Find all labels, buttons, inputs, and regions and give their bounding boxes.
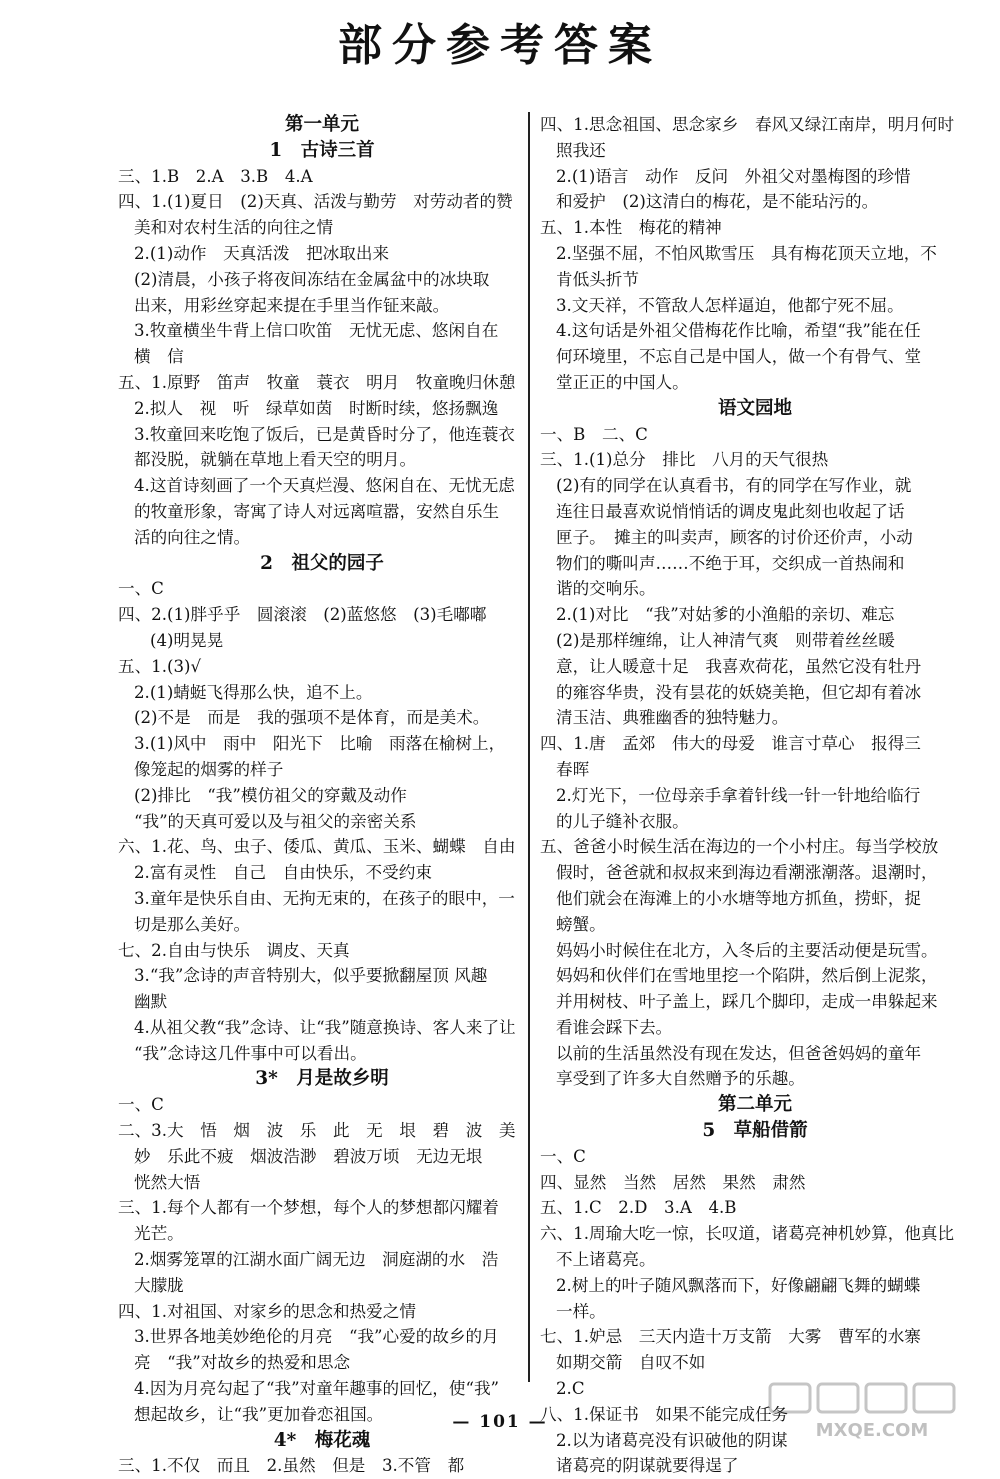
answer-line: 妈妈和伙伴们在雪地里挖一个陷阱，然后倒上泥浆， [556,966,938,986]
answer-line: 如期交箭 自叹不如 [556,1353,706,1373]
answer-line: 六、1.周瑜大吃一惊，长叹道，诸葛亮神机妙算，他真比 [540,1224,955,1244]
answer-line: 2.(1)动作 天真活泼 把冰取出来 [134,243,390,263]
answer-line: 堂正正的中国人。 [556,372,689,392]
answer-line: 出来，用彩丝穿起来提在手里当作钲来敲。 [134,295,450,315]
answer-line: 五、1.原野 笛声 牧童 蓑衣 明月 牧童晚归休憩 [118,372,516,392]
answer-line: 二、3.大 悟 烟 波 乐 此 无 垠 碧 波 美 [118,1121,516,1141]
answer-line: 2.以为诸葛亮没有识破他的阴谋 [556,1430,788,1450]
watermark-logo [762,1380,982,1442]
answer-line: 三、1.B 2.A 3.B 4.A [118,166,313,186]
page-number: — 101 — [452,1412,548,1432]
answer-line: 的牧童形象，寄寓了诗人对远离喧嚣，安然自乐生 [134,501,500,521]
answer-line: 2.(1)蜻蜓飞得那么快，追不上。 [134,682,373,702]
answer-line: 一、B 二、C [540,424,648,444]
answer-line: 照我还 [556,140,606,160]
answer-line: 肯低头折节 [556,269,639,289]
answer-line: 五、1.(3)√ [118,656,202,676]
answer-line: 物们的嘶叫声……不绝于耳，交织成一首热闹和 [556,553,905,573]
answer-line: 四、1.对祖国、对家乡的思念和热爱之情 [118,1301,416,1321]
answer-line: (2)是那样缠绵，让人神清气爽 则带着丝丝暖 [556,630,895,650]
answer-line: 恍然大悟 [134,1172,201,1192]
answer-line: 幽默 [134,992,168,1012]
answer-line: 2.烟雾笼罩的江湖水面广阔无边 洞庭湖的水 浩 [134,1250,499,1270]
answer-line: 享受到了许多大自然赠予的乐趣。 [556,1069,805,1089]
answer-line: 匣子。 摊主的叫卖声，顾客的讨价还价声，小动 [556,527,913,547]
answer-line: 意，让人暖意十足 我喜欢荷花，虽然它没有牡丹 [556,656,922,676]
answer-line: 大朦胧 [134,1275,184,1295]
answer-line: 4.这句话是外祖父借梅花作比喻，希望“我”能在任 [556,321,921,341]
answer-line: 不上诸葛亮。 [556,1250,656,1270]
answer-line: 春晖 [556,759,590,779]
answer-line: 妈妈小时候住在北方，入冬后的主要活动便是玩雪。 [556,940,938,960]
answer-line: 假时，爸爸就和叔叔来到海边看潮涨潮落。退潮时， [556,863,938,883]
answer-line: 三、1.(1)总分 排比 八月的天气很热 [540,450,829,470]
answer-line: 螃蟹。 [556,914,606,934]
answer-line: 活的向往之情。 [134,527,251,547]
answer-line: 四、1.(1)夏日 (2)天真、活泼与勤劳 对劳动者的赞 [118,192,513,212]
column-divider [528,112,530,1382]
section-heading: 语文园地 [717,397,792,419]
page-title: 部分参考答案 [338,20,662,71]
answer-line: 一、C [118,1095,164,1115]
answer-line: 一、C [118,579,164,599]
answer-line: 谐的交响乐。 [556,579,656,599]
left-answer-column [118,112,526,1479]
answer-line: 2.(1)对比 “我”对姑爹的小渔船的亲切、难忘 [556,605,895,625]
answer-line: (2)有的同学在认真看书，有的同学在写作业，就 [556,476,912,496]
section-heading: 5 草船借箭 [702,1120,808,1142]
answer-line: (2)清晨，小孩子将夜间冻结在金属盆中的冰块取 [134,269,490,289]
answer-line: 八、1.保证书 如果不能完成任务 [540,1404,789,1424]
answer-line: 3.(1)风中 雨中 阳光下 比喻 雨落在榆树上， [134,734,506,754]
answer-line: 三、1.不仅 而且 2.虽然 但是 3.不管 都 [118,1456,465,1476]
answer-line: 看谁会踩下去。 [556,1017,673,1037]
answer-line: 七、1.妒忌 三天内造十万支箭 大雾 曹军的水寨 [540,1327,921,1347]
answer-line: 横 信 [134,347,184,367]
answer-line: 四、显然 当然 居然 果然 肃然 [540,1172,806,1192]
answer-line: 的儿子缝补衣服。 [556,811,689,831]
answer-line: 三、1.每个人都有一个梦想，每个人的梦想都闪耀着 [118,1198,499,1218]
answer-line: 连往日最喜欢说悄悄话的调皮鬼此刻也收起了话 [556,501,905,521]
answer-line: (4)明晃晃 [150,630,224,650]
answer-line: (2)不是 而是 我的强项不是体育，而是美术。 [134,708,490,728]
section-heading: 2 祖父的园子 [260,552,384,574]
answer-line: 美和对农村生活的向往之情 [134,218,334,238]
answer-line: “我”念诗这几件事中可以看出。 [134,1043,367,1063]
answer-line: 2.富有灵性 自己 自由快乐，不受约束 [134,863,432,883]
answer-line: 切是那么美好。 [134,914,251,934]
answer-line: 4.这首诗刻画了一个天真烂漫、悠闲自在、无忧无虑 [134,476,515,496]
answer-line: 一样。 [556,1301,606,1321]
answer-line: 2.(1)语言 动作 反问 外祖父对墨梅图的珍惜 [556,166,911,186]
answer-line: 四、2.(1)胖乎乎 圆滚滚 (2)蓝悠悠 (3)毛嘟嘟 [118,605,487,625]
answer-line: 想起故乡，让“我”更加眷恋祖国。 [134,1404,384,1424]
answer-line: 五、1.本性 梅花的精神 [540,218,722,238]
answer-line: 他们就会在海滩上的小水塘等地方抓鱼，捞虾，捉 [556,888,922,908]
answer-line: 四、1.思念祖国、思念家乡 春风又绿江南岸，明月何时 [540,115,955,134]
answer-line: 四、1.唐 孟郊 伟大的母爱 谁言寸草心 报得三 [540,734,921,754]
answer-line: 光芒。 [134,1224,184,1244]
section-heading: 第一单元 [284,114,359,135]
answer-line: 以前的生活虽然没有现在发达，但爸爸妈妈的童年 [556,1043,922,1063]
answer-line: (2)排比 “我”模仿祖父的穿戴及动作 [134,785,407,805]
answer-line: 六、1.花、鸟、虫子、倭瓜、黄瓜、玉米、蝴蝶 自由 [118,837,516,857]
answer-line: 妙 乐此不疲 烟波浩渺 碧波万顷 无边无垠 [134,1146,483,1166]
section-heading: 4* 梅花魂 [273,1429,371,1451]
answer-line: 2.树上的叶子随风飘落而下，好像翩翩飞舞的蝴蝶 [556,1275,921,1295]
answer-line: 3.牧童横坐牛背上信口吹笛 无忧无虑、悠闲自在 [134,321,499,341]
answer-line: 和爱护 (2)这清白的梅花，是不能玷污的。 [556,192,879,212]
answer-line: 2.C [556,1379,585,1399]
answer-line: 五、1.C 2.D 3.A 4.B [540,1198,737,1218]
answer-line: 4.因为月亮勾起了“我”对童年趣事的回忆，使“我” [134,1379,500,1399]
answer-line: 2.灯光下，一位母亲手拿着针线一针一针地给临行 [556,785,921,805]
answer-line: 的雍容华贵，没有昙花的妖娆美艳，但它却有着冰 [556,682,922,702]
answer-line: 3.世界各地美妙绝伦的月亮 “我”心爱的故乡的月 [134,1327,499,1347]
answer-line: 3.“我”念诗的声音特别大，似乎要掀翻屋顶 风趣 [134,966,488,986]
answer-line: 何环境里，不忘自己是中国人，做一个有骨气、堂 [556,347,922,367]
answer-line: 都没脱，就躺在草地上看天空的明月。 [134,450,417,470]
answer-line: 像笼起的烟雾的样子 [134,759,284,779]
answer-line: 诸葛亮的阴谋就要得逞了 [556,1456,739,1476]
answer-line: 五、爸爸小时候生活在海边的一个小村庄。每当学校放 [540,837,939,857]
watermark-text: MXQE.COM [815,1420,929,1441]
answer-line: 3.童年是快乐自由、无拘无束的，在孩子的眼中，一 [134,888,515,908]
answer-line: 并用树枝、叶子盖上，踩几个脚印，走成一串躲起来 [556,992,938,1012]
answer-line: 清玉洁、典雅幽香的独特魅力。 [556,708,789,728]
answer-line: 2.拟人 视 听 绿草如茵 时断时续，悠扬飘逸 [134,398,499,418]
answer-line: 亮 “我”对故乡的热爱和思念 [134,1353,351,1373]
section-heading: 3* 月是故乡明 [255,1068,389,1090]
right-answer-column [540,112,970,1479]
section-heading: 1 古诗三首 [269,139,375,161]
answer-line: 七、2.自由与快乐 调皮、天真 [118,940,350,960]
section-heading: 第二单元 [717,1094,792,1116]
answer-line: 2.坚强不屈，不怕风欺雪压 具有梅花顶天立地，不 [556,243,937,263]
answer-line: 4.从祖父教“我”念诗、让“我”随意换诗、客人来了让 [134,1017,516,1037]
answer-line: 3.牧童回来吃饱了饭后，已是黄昏时分了，他连蓑衣 [134,424,515,444]
answer-line: “我”的天真可爱以及与祖父的亲密关系 [134,811,417,831]
answer-line: 3.文天祥，不管敌人怎样逼迫，他都宁死不屈。 [556,295,904,315]
answer-line: 一、C [540,1146,586,1166]
